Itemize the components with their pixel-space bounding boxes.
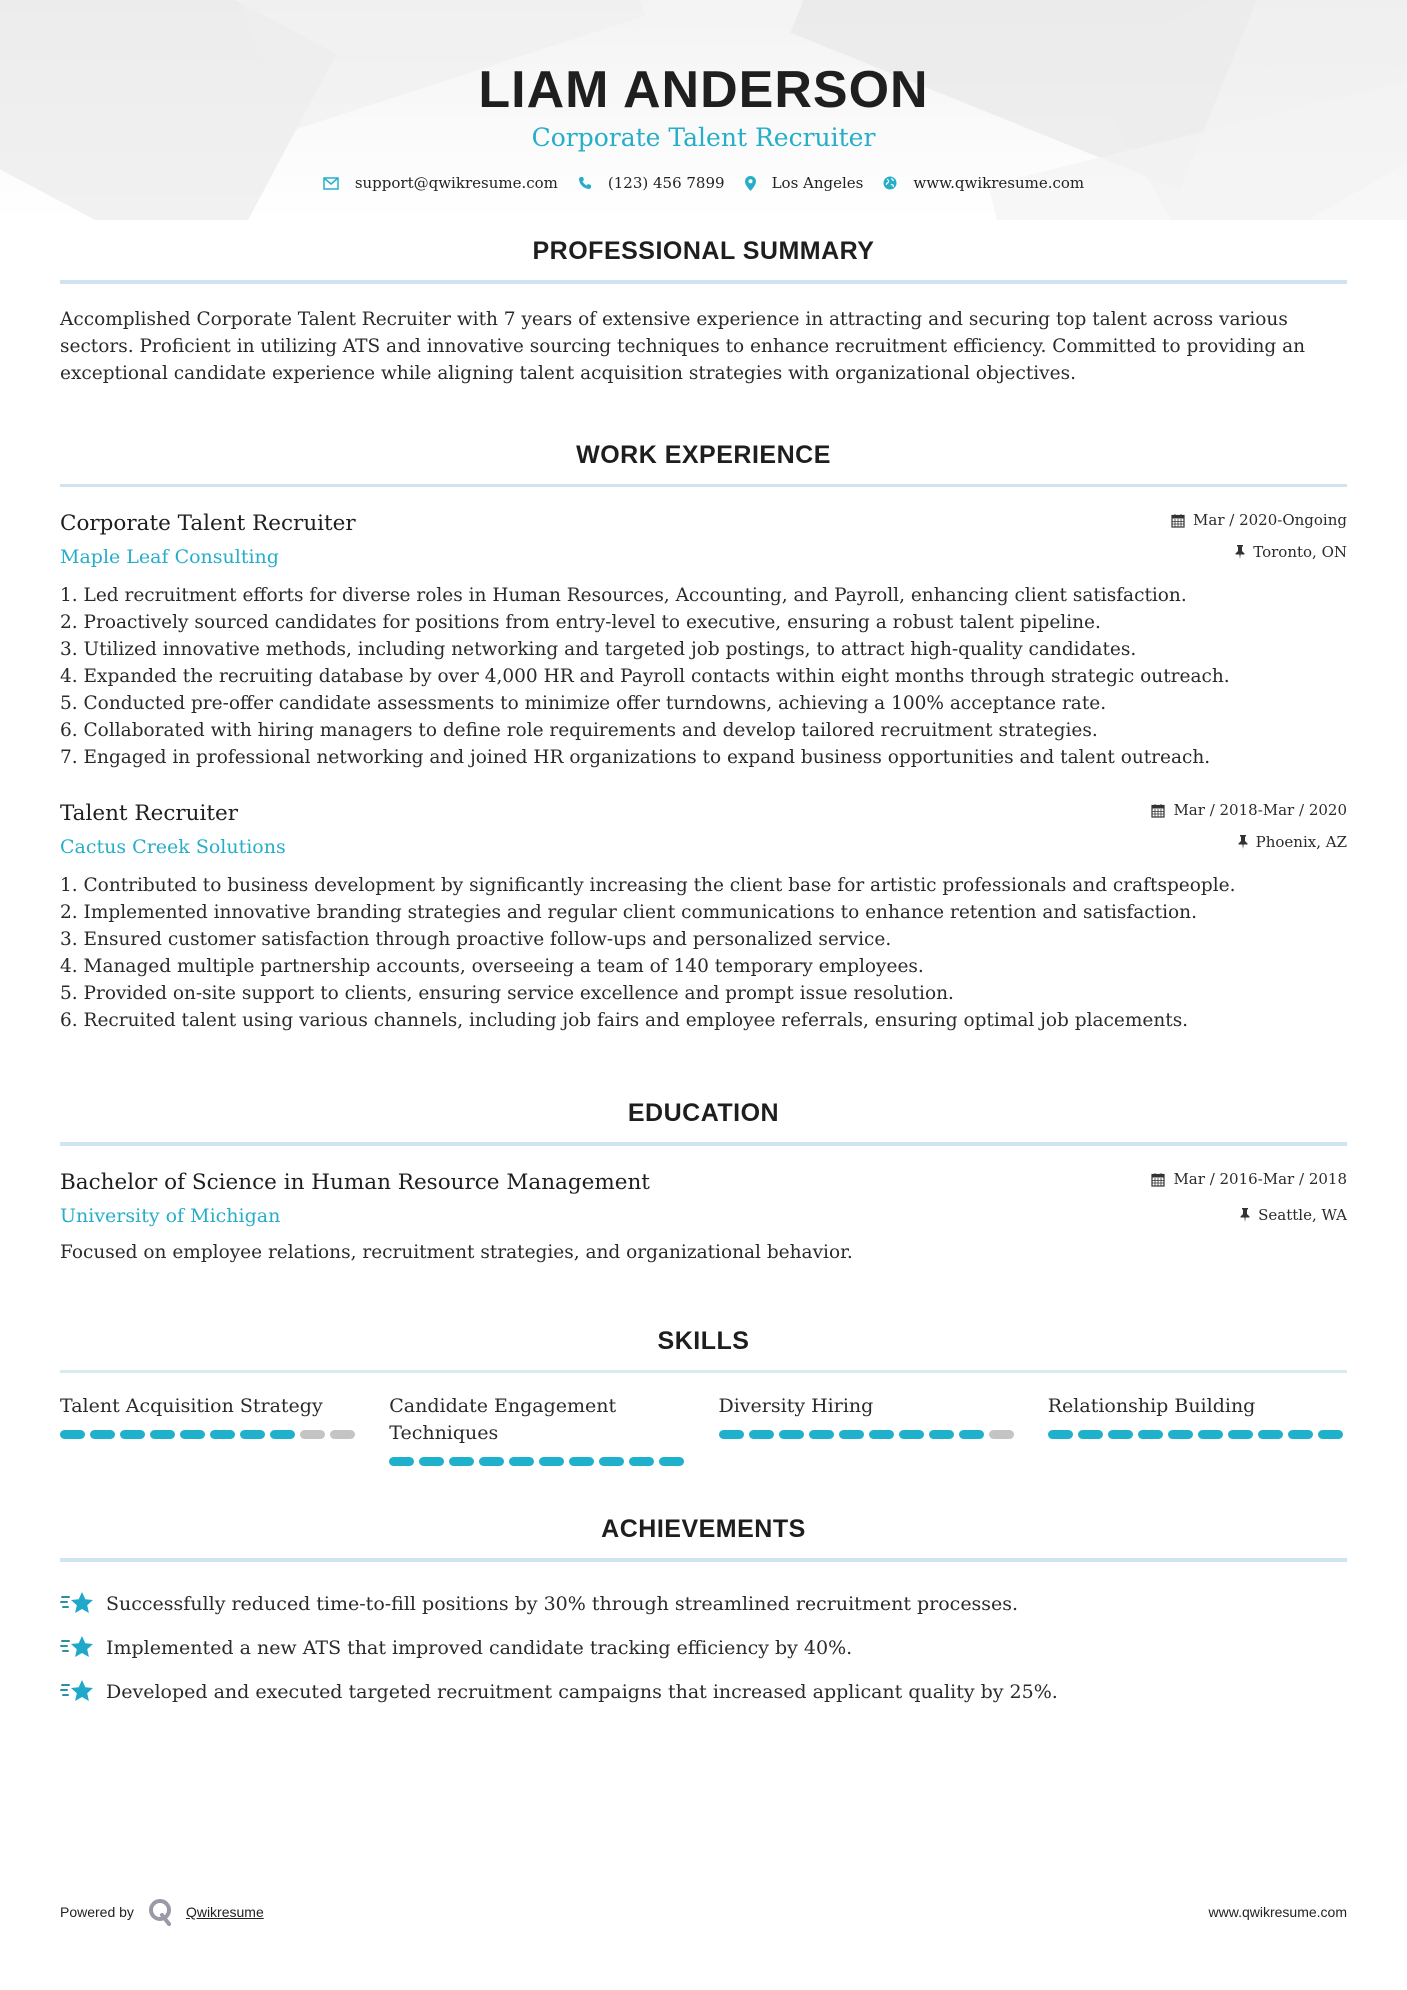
skill-item bbox=[60, 1393, 359, 1466]
section-divider bbox=[60, 1370, 1347, 1373]
achievements-list bbox=[60, 1582, 1347, 1714]
calendar-icon bbox=[1151, 1172, 1165, 1187]
job-bullet: 6. Collaborated with hiring managers to define role requirements and develop tailored recruitment strategies. bbox=[60, 720, 1098, 741]
achievement-item bbox=[60, 1626, 1347, 1670]
job-location: Phoenix, AZ bbox=[1255, 833, 1347, 851]
job-bullet: 3. Ensured customer satisfaction through proactive follow-ups and personalized service. bbox=[60, 929, 892, 950]
job-bullet: 2. Proactively sourced candidates for positions from entry-level to executive, ensuring a robust talent pipeline. bbox=[60, 612, 1101, 633]
job-role: Talent Recruiter bbox=[60, 801, 239, 826]
skill-item bbox=[719, 1393, 1018, 1466]
education-section bbox=[60, 1098, 1347, 1266]
achievement-text: Developed and executed targeted recruitment campaigns that increased applicant quality by 25%. bbox=[106, 1681, 1058, 1703]
footer-website[interactable]: www.qwikresume.com bbox=[1208, 1904, 1347, 1920]
rating-dot-filled bbox=[719, 1430, 744, 1439]
rating-dot-filled bbox=[60, 1430, 85, 1439]
section-heading: EDUCATION bbox=[627, 1099, 780, 1127]
qwikresume-link[interactable]: Qwikresume bbox=[185, 1904, 264, 1920]
rating-dot-filled bbox=[1078, 1430, 1103, 1439]
rating-dot-filled bbox=[1288, 1430, 1313, 1439]
rating-dot-filled bbox=[749, 1430, 774, 1439]
rating-dot-filled bbox=[120, 1430, 145, 1439]
rating-dot-empty bbox=[989, 1430, 1014, 1439]
rating-dot-filled bbox=[509, 1457, 534, 1466]
rating-dot-filled bbox=[1108, 1430, 1133, 1439]
job-bullets bbox=[60, 582, 1347, 771]
education-description: Focused on employee relations, recruitment strategies, and organizational behavior. bbox=[60, 1242, 853, 1263]
location-text: Los Angeles bbox=[771, 174, 864, 192]
skill-item bbox=[389, 1393, 688, 1466]
job-company: Cactus Creek Solutions bbox=[60, 836, 286, 858]
job-role: Corporate Talent Recruiter bbox=[60, 511, 356, 536]
phone-text: (123) 456 7899 bbox=[607, 174, 725, 192]
shooting-star-icon bbox=[60, 1633, 96, 1663]
job-bullet: 5. Provided on-site support to clients, ensuring service excellence and prompt issue resolution. bbox=[60, 983, 954, 1004]
section-heading: PROFESSIONAL SUMMARY bbox=[532, 237, 875, 265]
job-dates: Mar / 2020-Ongoing bbox=[1193, 511, 1347, 529]
contact-location bbox=[745, 174, 864, 192]
rating-dot-filled bbox=[959, 1430, 984, 1439]
education-location: Seattle, WA bbox=[1258, 1206, 1347, 1224]
achievement-text: Successfully reduced time-to-fill positions by 30% through streamlined recruitment processes. bbox=[106, 1593, 1019, 1615]
job-bullets bbox=[60, 872, 1347, 1034]
rating-dot-empty bbox=[330, 1430, 355, 1439]
section-divider bbox=[60, 1558, 1347, 1562]
shooting-star-icon bbox=[60, 1589, 96, 1619]
skill-rating bbox=[1048, 1430, 1347, 1439]
skill-rating bbox=[719, 1430, 1018, 1439]
education-entry bbox=[60, 1168, 1347, 1266]
rating-dot-filled bbox=[180, 1430, 205, 1439]
section-divider bbox=[60, 280, 1347, 284]
skill-rating bbox=[389, 1457, 688, 1466]
skill-label: Candidate Engagement Techniques bbox=[389, 1395, 617, 1444]
job-bullet: 7. Engaged in professional networking and joined HR organizations to expand business opportunities and talent outreach. bbox=[60, 747, 1211, 768]
rating-dot-filled bbox=[389, 1457, 414, 1466]
skills-section bbox=[60, 1326, 1347, 1466]
candidate-name: LIAM ANDERSON bbox=[478, 61, 929, 119]
rating-dot-filled bbox=[1318, 1430, 1343, 1439]
summary-text: Accomplished Corporate Talent Recruiter with 7 years of extensive experience in attracting and securing top talent across various sectors. Proficient in utilizing ATS and innovative sourcing techniques to enhance recruitment efficiency. Committed to providing an exceptional candidate experience while aligning talent acquisition strategies with organizational objectives. bbox=[60, 309, 1306, 384]
skill-label: Relationship Building bbox=[1047, 1395, 1256, 1417]
section-heading: ACHIEVEMENTS bbox=[601, 1515, 806, 1543]
rating-dot-filled bbox=[1258, 1430, 1283, 1439]
degree: Bachelor of Science in Human Resource Management bbox=[60, 1170, 650, 1195]
skill-label: Talent Acquisition Strategy bbox=[60, 1395, 323, 1417]
pushpin-icon bbox=[1238, 835, 1248, 849]
pushpin-icon bbox=[1240, 1208, 1250, 1222]
experience-section bbox=[60, 440, 1347, 1034]
education-dates: Mar / 2016-Mar / 2018 bbox=[1173, 1170, 1347, 1188]
job-bullet: 4. Expanded the recruiting database by over 4,000 HR and Payroll contacts within eight months through strategic outreach. bbox=[60, 666, 1230, 687]
skill-rating bbox=[60, 1430, 359, 1439]
website-text: www.qwikresume.com bbox=[913, 174, 1085, 192]
rating-dot-filled bbox=[869, 1430, 894, 1439]
rating-dot-filled bbox=[929, 1430, 954, 1439]
qwikresume-logo-icon bbox=[148, 1898, 174, 1926]
job-bullet: 1. Contributed to business development by significantly increasing the client base for artistic professionals and craftspeople. bbox=[60, 875, 1236, 896]
rating-dot-filled bbox=[1138, 1430, 1163, 1439]
section-divider bbox=[60, 484, 1347, 487]
pushpin-icon bbox=[1235, 545, 1245, 559]
contact-phone[interactable] bbox=[578, 174, 725, 192]
shooting-star-icon bbox=[60, 1677, 96, 1707]
contact-website[interactable] bbox=[883, 174, 1084, 192]
rating-dot-filled bbox=[539, 1457, 564, 1466]
rating-dot-filled bbox=[629, 1457, 654, 1466]
rating-dot-filled bbox=[659, 1457, 684, 1466]
job-company: Maple Leaf Consulting bbox=[60, 546, 279, 568]
rating-dot-filled bbox=[90, 1430, 115, 1439]
job-bullet: 1. Led recruitment efforts for diverse roles in Human Resources, Accounting, and Payroll, enhancing client satisfaction. bbox=[60, 585, 1187, 606]
rating-dot-filled bbox=[479, 1457, 504, 1466]
section-heading: SKILLS bbox=[657, 1327, 750, 1355]
rating-dot-filled bbox=[599, 1457, 624, 1466]
rating-dot-filled bbox=[1048, 1430, 1073, 1439]
school: University of Michigan bbox=[60, 1205, 281, 1227]
rating-dot-filled bbox=[899, 1430, 924, 1439]
job-dates: Mar / 2018-Mar / 2020 bbox=[1173, 801, 1347, 819]
rating-dot-filled bbox=[569, 1457, 594, 1466]
job-bullet: 6. Recruited talent using various channels, including job fairs and employee referrals, ensuring optimal job placements. bbox=[60, 1010, 1189, 1031]
rating-dot-filled bbox=[270, 1430, 295, 1439]
job-entry bbox=[60, 509, 1347, 771]
page-footer bbox=[60, 1898, 1347, 1926]
job-bullet: 3. Utilized innovative methods, including networking and targeted job postings, to attract high-quality candidates. bbox=[60, 639, 1137, 660]
contact-bar bbox=[60, 174, 1347, 192]
job-bullet: 2. Implemented innovative branding strategies and regular client communications to enhance retention and satisfaction. bbox=[60, 902, 1197, 923]
summary-section bbox=[60, 236, 1347, 387]
achievement-item bbox=[60, 1582, 1347, 1626]
skill-label: Diversity Hiring bbox=[718, 1395, 874, 1417]
envelope-icon bbox=[323, 177, 339, 190]
section-heading: WORK EXPERIENCE bbox=[576, 441, 831, 469]
calendar-icon bbox=[1151, 803, 1165, 818]
globe-icon bbox=[883, 176, 897, 190]
rating-dot-filled bbox=[779, 1430, 804, 1439]
candidate-title: Corporate Talent Recruiter bbox=[531, 123, 876, 152]
rating-dot-filled bbox=[1198, 1430, 1223, 1439]
powered-by-label: Powered by bbox=[60, 1904, 134, 1920]
job-bullet: 4. Managed multiple partnership accounts, overseeing a team of 140 temporary employees. bbox=[60, 956, 924, 977]
rating-dot-filled bbox=[1228, 1430, 1253, 1439]
map-marker-icon bbox=[745, 176, 756, 191]
contact-email[interactable] bbox=[323, 174, 558, 192]
skills-grid bbox=[60, 1393, 1347, 1466]
resume-header bbox=[60, 0, 1347, 192]
email-text: support@qwikresume.com bbox=[354, 174, 558, 192]
job-bullet: 5. Conducted pre-offer candidate assessments to minimize offer turndowns, achieving a 100% acceptance rate. bbox=[60, 693, 1107, 714]
achievement-text: Implemented a new ATS that improved candidate tracking efficiency by 40%. bbox=[106, 1637, 853, 1659]
achievement-item bbox=[60, 1670, 1347, 1714]
rating-dot-filled bbox=[809, 1430, 834, 1439]
job-entry bbox=[60, 799, 1347, 1034]
rating-dot-filled bbox=[210, 1430, 235, 1439]
rating-dot-filled bbox=[1168, 1430, 1193, 1439]
section-divider bbox=[60, 1142, 1347, 1146]
achievements-section bbox=[60, 1514, 1347, 1714]
job-location: Toronto, ON bbox=[1253, 543, 1347, 561]
rating-dot-filled bbox=[150, 1430, 175, 1439]
phone-icon bbox=[578, 176, 592, 190]
rating-dot-empty bbox=[300, 1430, 325, 1439]
skill-item bbox=[1048, 1393, 1347, 1466]
rating-dot-filled bbox=[839, 1430, 864, 1439]
rating-dot-filled bbox=[240, 1430, 265, 1439]
rating-dot-filled bbox=[419, 1457, 444, 1466]
calendar-icon bbox=[1171, 513, 1185, 528]
rating-dot-filled bbox=[449, 1457, 474, 1466]
